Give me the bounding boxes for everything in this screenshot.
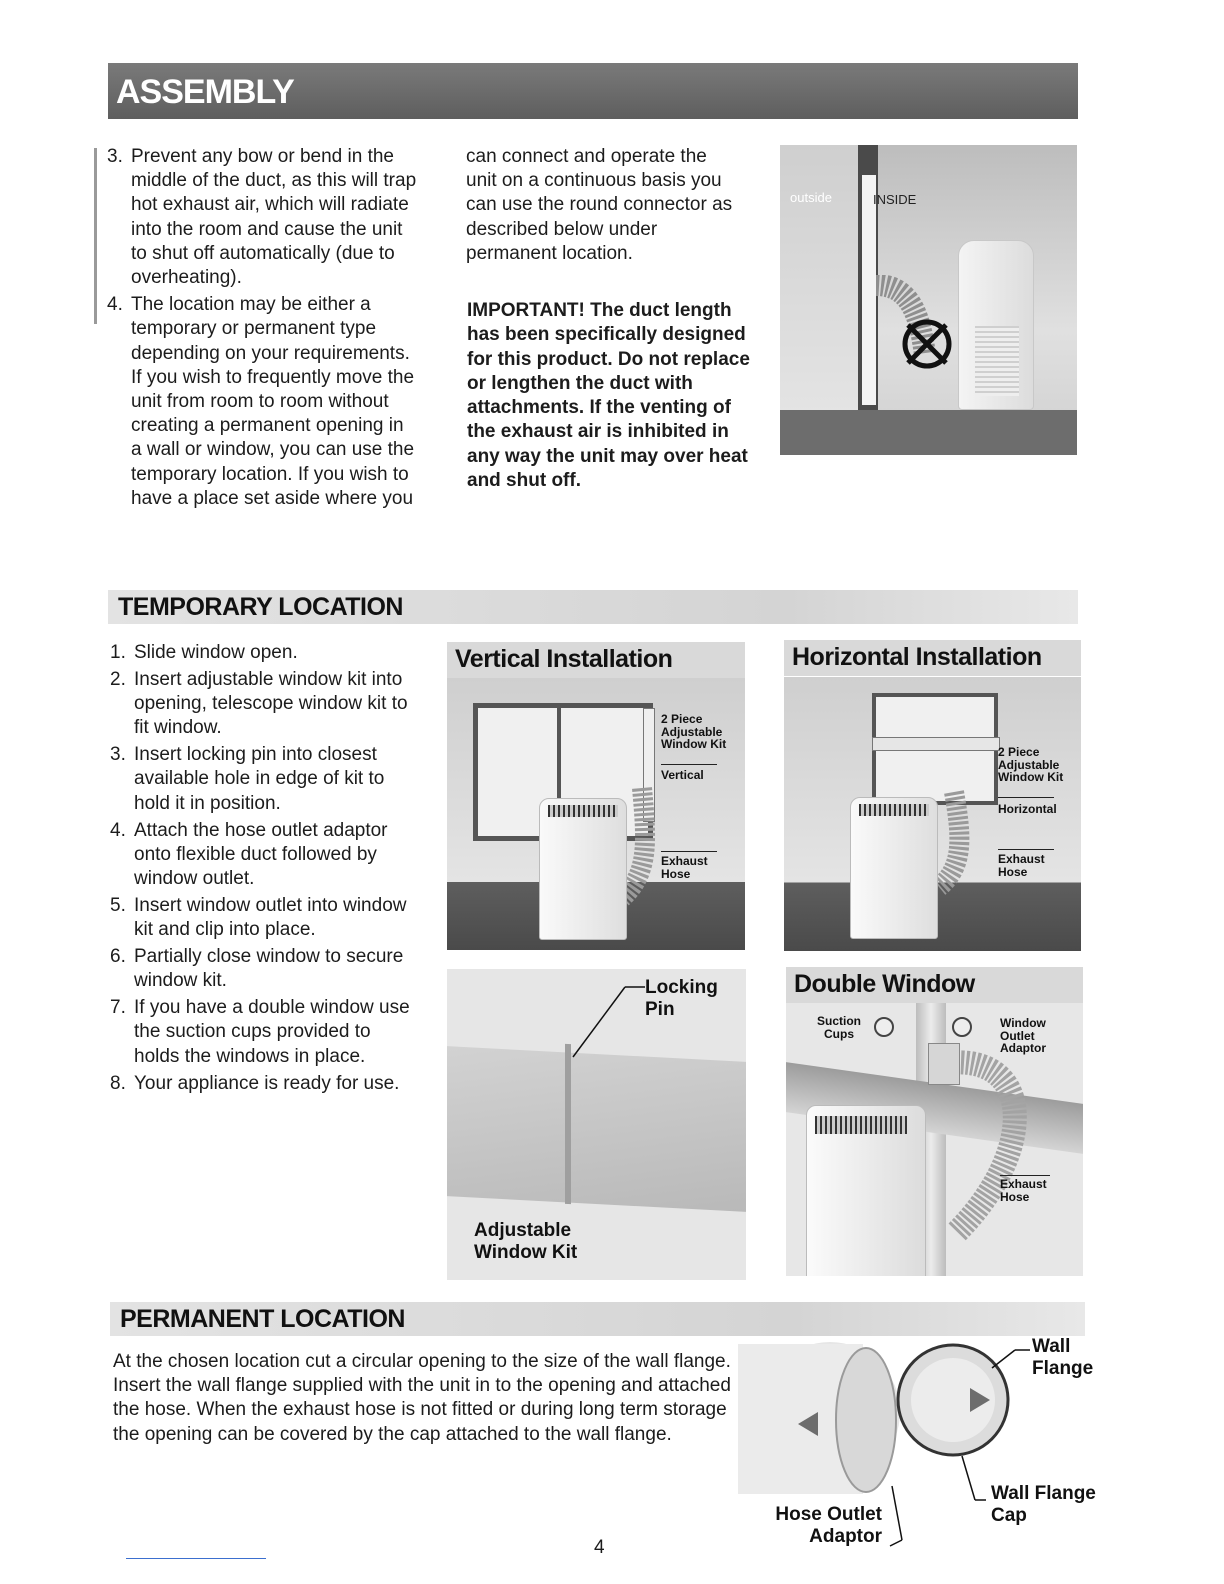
horizontal-installation-figure (784, 677, 1081, 951)
assembly-step-3: 3. Prevent any bow or bend in the middle of the duct, as this will trap hot exhaust air, which will radiate into the room and cause the unit to shut off automatically (due to overheating). (107, 146, 417, 289)
locking-pin-pointer (565, 985, 655, 1063)
locking-pin-label: Locking Pin (645, 977, 718, 1020)
portable-ac-unit (539, 798, 627, 940)
no-bend-icon (900, 317, 954, 371)
horizontal-window-kit (872, 737, 1000, 751)
portable-ac-unit (806, 1105, 926, 1276)
wall-flange-label: Wall Flange (1032, 1336, 1094, 1379)
temp-step-5: 5. Insert window outlet into window kit and clip into place. (110, 894, 407, 941)
horizontal-installation-header (784, 640, 1081, 676)
air-conditioner-unit (958, 240, 1034, 410)
window-outlet-adaptor (928, 1043, 960, 1085)
window-kit-figure (447, 969, 746, 1280)
exhaust-hose-illustration (934, 787, 994, 897)
temp-step-8: 8. Your appliance is ready for use. (110, 1072, 400, 1094)
page-number: 4 (594, 1537, 605, 1558)
temp-step-6: 6. Partially close window to secure window kit. (110, 946, 404, 992)
window-kit-rail (447, 1046, 746, 1212)
temp-step-7: 7. If you have a double window use the suction cups provided to holds the windows in place. (110, 997, 410, 1067)
outside-label: outside (790, 190, 832, 205)
vertical-hose-label: Exhaust Hose (661, 854, 708, 881)
binding-mark (94, 148, 97, 324)
portable-ac-unit (850, 797, 938, 939)
temp-step-1: 1. Slide window open. (110, 642, 298, 663)
suction-cups-label: Suction Cups (817, 1014, 861, 1041)
temporary-location-title: TEMPORARY LOCATION (118, 593, 403, 621)
horizontal-kit-label: 2 Piece Adjustable Window Kit (998, 745, 1064, 784)
double-window-title: Double Window (794, 970, 975, 998)
permanent-location-header (110, 1302, 1085, 1336)
callout-lines (880, 1340, 1040, 1560)
footer-rule (126, 1558, 266, 1559)
floor (780, 410, 1077, 455)
temp-step-4: 4. Attach the hose outlet adaptor onto flexible duct followed by window outlet. (110, 819, 388, 889)
temporary-location-header (108, 590, 1078, 624)
temp-step-2: 2. Insert adjustable window kit into opening, telescope window kit to fit window. (110, 669, 408, 739)
horizontal-hose-label: Exhaust Hose (998, 852, 1045, 879)
assembly-figure (780, 145, 1077, 455)
vertical-kit-label: 2 Piece Adjustable Window Kit (661, 712, 727, 751)
horizontal-orientation-label: Horizontal (998, 802, 1057, 816)
assembly-banner (108, 63, 1078, 119)
page-title: ASSEMBLY (116, 73, 294, 111)
double-window-header (786, 967, 1083, 1003)
wall-flange-cap-label: Wall Flange Cap (991, 1483, 1096, 1526)
vertical-installation-figure (447, 678, 745, 950)
important-note: IMPORTANT! The duct length has been specifically designed for this product. Do not replace or lengthen the duct with attachments. If the venting of the exhaust air is inhibited in any way the unit may over heat and shut off. (467, 300, 750, 492)
vertical-installation-title: Vertical Installation (455, 645, 673, 673)
hose-outlet-adaptor-label: Hose Outlet Adaptor (775, 1504, 882, 1547)
temporary-steps (110, 641, 410, 1096)
vertical-installation-header (447, 642, 745, 678)
assembly-continuation: can connect and operate the unit on a continuous basis you can use the round connector as described below under permanent location. (466, 146, 733, 264)
assembly-steps (107, 145, 417, 511)
vertical-orientation-label: Vertical (661, 768, 704, 782)
window-outlet-adaptor-label: Window Outlet Adaptor (1000, 1016, 1046, 1055)
horizontal-installation-title: Horizontal Installation (792, 643, 1042, 671)
permanent-location-text: At the chosen location cut a circular opening to the size of the wall flange. Insert the wall flange supplied with the unit in to the opening and attached the hose. When the exhaust hose is not fitted or during long term storage the opening can be covered by the cap attached to the wall flange. (113, 1351, 731, 1445)
double-window-figure (786, 1003, 1083, 1276)
inside-label: INSIDE (873, 192, 917, 207)
suction-cup-icon (952, 1017, 972, 1037)
suction-cup-icon (874, 1017, 894, 1037)
double-hose-label: Exhaust Hose (1000, 1177, 1047, 1204)
adjustable-window-kit-label: Adjustable Window Kit (474, 1220, 578, 1263)
assembly-step-4: 4. The location may be either a temporary or permanent type depending on your requirements. If you wish to frequently move the unit from room to room without creating a permanent opening in a wall or window, you can use the temporary location. If you wish to have a place set aside where you (107, 294, 415, 509)
permanent-location-title: PERMANENT LOCATION (120, 1305, 405, 1333)
temp-step-3: 3. Insert locking pin into closest available hole in edge of kit to hold it in position. (110, 744, 385, 814)
